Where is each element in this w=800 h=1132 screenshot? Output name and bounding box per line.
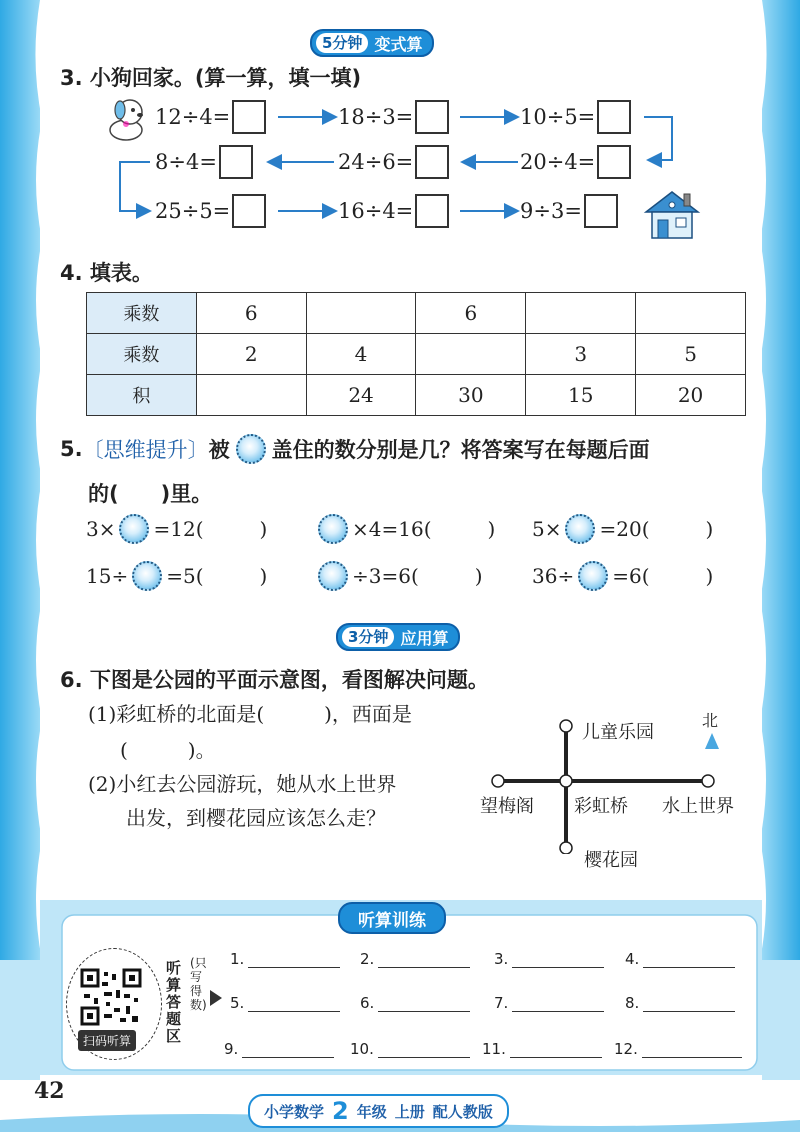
section-title: 应用算 xyxy=(400,628,449,648)
table-cell: 3 xyxy=(526,334,636,375)
table-cell: 15 xyxy=(526,375,636,416)
q6-part1-line2: ( )。 xyxy=(120,738,216,762)
listen-item: 1. xyxy=(230,946,340,968)
triangle-pointer-icon xyxy=(210,990,222,1006)
cover-circle-icon xyxy=(132,561,162,591)
footer-volume: 上册 xyxy=(394,1102,425,1121)
map-place-bottom: 樱花园 xyxy=(584,850,638,871)
north-arrow-icon xyxy=(704,732,720,750)
answer-line[interactable] xyxy=(378,1039,470,1058)
q5-item-1: 3× =12( ) xyxy=(86,514,267,544)
answer-box[interactable] xyxy=(232,194,266,228)
q6-part1-line1: (1)彩虹桥的北面是( )，西面是 xyxy=(88,702,412,726)
qr-label: 扫码听算 xyxy=(78,1030,136,1051)
footer-banner xyxy=(248,1094,509,1128)
listen-item: 2. xyxy=(360,946,470,968)
table-row xyxy=(87,293,746,334)
q3-eq-1: 12÷4= xyxy=(155,100,266,134)
answer-line[interactable] xyxy=(378,993,470,1012)
answer-box[interactable] xyxy=(232,100,266,134)
north-label: 北 xyxy=(702,711,719,730)
listen-item: 6. xyxy=(360,990,470,1012)
map-place-center: 彩虹桥 xyxy=(574,796,628,817)
answer-area-label: 听算答题区 xyxy=(166,959,182,1045)
answer-box[interactable] xyxy=(415,145,449,179)
answer-area-note: (只写得数) xyxy=(190,956,207,1012)
table-cell: 30 xyxy=(416,375,526,416)
cover-circle-icon xyxy=(578,561,608,591)
table-cell[interactable] xyxy=(526,293,636,334)
table-cell: 24 xyxy=(306,375,416,416)
answer-line[interactable] xyxy=(510,1039,602,1058)
house-icon xyxy=(640,188,704,242)
answer-line[interactable] xyxy=(242,1039,334,1058)
q3-title: 3. 小狗回家。(算一算，填一填) xyxy=(60,66,362,90)
answer-line[interactable] xyxy=(512,993,604,1012)
answer-line[interactable] xyxy=(643,993,735,1012)
cover-circle-icon xyxy=(318,514,348,544)
answer-line[interactable] xyxy=(642,1039,742,1058)
answer-box[interactable] xyxy=(415,100,449,134)
answer-line[interactable] xyxy=(643,949,735,968)
listen-item: 10. xyxy=(350,1036,470,1058)
q3-eq-8: 16÷4= xyxy=(338,194,449,228)
map-place-left: 望梅阁 xyxy=(480,796,534,817)
listen-item: 5. xyxy=(230,990,340,1012)
q5-tag: 〔思维提升〕 xyxy=(82,438,209,462)
table-cell: 6 xyxy=(416,293,526,334)
table-cell: 6 xyxy=(196,293,306,334)
q5-item-5: ÷3=6( ) xyxy=(314,561,483,591)
listen-item: 8. xyxy=(625,990,735,1012)
q3-eq-4: 20÷4= xyxy=(520,145,631,179)
table-cell: 5 xyxy=(636,334,746,375)
q3-eq-9: 9÷3= xyxy=(520,194,618,228)
listen-item: 11. xyxy=(482,1036,602,1058)
map-place-right: 水上世界 xyxy=(662,796,734,817)
q3-eq-5: 24÷6= xyxy=(338,145,449,179)
row-label: 积 xyxy=(87,375,197,416)
q4-table xyxy=(86,292,746,416)
page-number: 42 xyxy=(34,1078,65,1104)
table-cell[interactable] xyxy=(416,334,526,375)
table-row xyxy=(87,334,746,375)
q6-part2-line2: 出发，到樱花园应该怎么走？ xyxy=(126,806,386,830)
q5-item-3: 5× =20( ) xyxy=(532,514,713,544)
row-label: 乘数 xyxy=(87,293,197,334)
listen-item: 4. xyxy=(625,946,735,968)
listen-item: 12. xyxy=(614,1036,742,1058)
q5-item-6: 36÷ =6( ) xyxy=(532,561,713,591)
footer-subject: 小学数学 xyxy=(264,1102,325,1121)
section-time: 3分钟 xyxy=(342,627,394,647)
q6-title: 6. 下图是公园的平面示意图，看图解决问题。 xyxy=(60,668,489,692)
answer-box[interactable] xyxy=(597,145,631,179)
section-time: 5分钟 xyxy=(316,33,368,53)
section-header-3 xyxy=(338,902,446,934)
section-header-2 xyxy=(336,624,460,650)
answer-line[interactable] xyxy=(248,949,340,968)
answer-box[interactable] xyxy=(415,194,449,228)
footer-grade: 年级 xyxy=(356,1102,387,1121)
answer-line[interactable] xyxy=(512,949,604,968)
q6-part2-line1: (2)小红去公园游玩，她从水上世界 xyxy=(88,772,397,796)
q3-eq-2: 18÷3= xyxy=(338,100,449,134)
cover-circle-icon xyxy=(318,561,348,591)
q3-eq-6: 8÷4= xyxy=(155,145,253,179)
q5-title-line2: 的( )里。 xyxy=(88,482,213,506)
listen-item: 7. xyxy=(494,990,604,1012)
table-cell[interactable] xyxy=(306,293,416,334)
table-cell[interactable] xyxy=(636,293,746,334)
listen-item: 9. xyxy=(224,1036,334,1058)
q3-eq-3: 10÷5= xyxy=(520,100,631,134)
section-title: 听算训练 xyxy=(358,910,426,931)
table-cell: 20 xyxy=(636,375,746,416)
answer-line[interactable] xyxy=(248,993,340,1012)
answer-box[interactable] xyxy=(597,100,631,134)
q4-title: 4. 填表。 xyxy=(60,261,153,285)
answer-box[interactable] xyxy=(584,194,618,228)
cover-circle-icon xyxy=(119,514,149,544)
q5-item-2: ×4=16( ) xyxy=(314,514,495,544)
table-row xyxy=(87,375,746,416)
q3-eq-7: 25÷5= xyxy=(155,194,266,228)
qr-code-icon[interactable] xyxy=(80,968,142,1026)
footer-edition: 配人教版 xyxy=(432,1102,493,1121)
answer-line[interactable] xyxy=(378,949,470,968)
q5-item-4: 15÷ =5( ) xyxy=(86,561,267,591)
table-cell: 2 xyxy=(196,334,306,375)
cover-circle-icon xyxy=(236,434,266,464)
footer-grade-num: 2 xyxy=(332,1097,349,1125)
cover-circle-icon xyxy=(565,514,595,544)
table-cell: 4 xyxy=(306,334,416,375)
q5-title-line1: 5. 〔思维提升〕 被 盖住的数分别是几？将答案写在每题后面 xyxy=(60,434,650,464)
section-title: 变式算 xyxy=(374,34,423,54)
table-cell[interactable] xyxy=(196,375,306,416)
row-label: 乘数 xyxy=(87,334,197,375)
map-place-top: 儿童乐园 xyxy=(582,722,654,743)
answer-box[interactable] xyxy=(219,145,253,179)
listen-item: 3. xyxy=(494,946,604,968)
